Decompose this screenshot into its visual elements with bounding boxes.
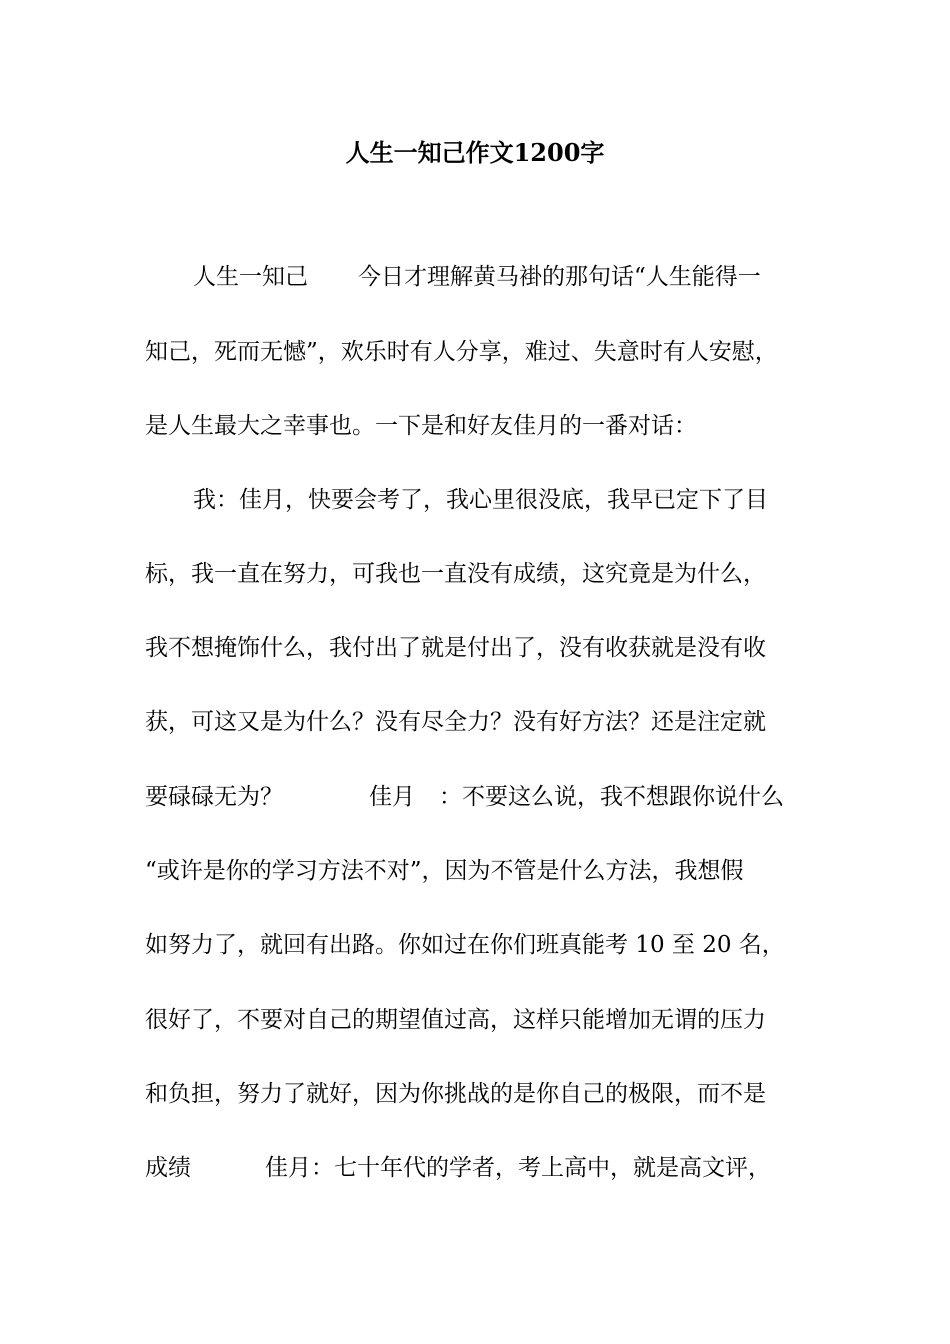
paragraph-line <box>145 628 825 668</box>
line-text: 如努力了，就回有出路。你如过在你们班真能考 10 至 20 名， <box>145 932 785 958</box>
paragraph-line <box>145 480 873 520</box>
paragraph-line <box>145 777 825 817</box>
line-text: “或许是你的学习方法不对”，因为不管是什么方法，我想假 <box>145 858 744 884</box>
document-title: 人生一知己作文1200字 <box>345 138 605 167</box>
paragraph-line <box>145 332 825 372</box>
paragraph-line <box>145 1000 825 1040</box>
paragraph-line <box>145 554 825 594</box>
line-text: 今日才理解黄马褂的那句话“人生能得一 <box>358 264 761 290</box>
paragraph-line <box>145 925 825 965</box>
line-text: 很好了，不要对自己的期望值过高，这样只能增加无谓的压力 <box>145 1007 766 1033</box>
line-text: 获，可这又是为什么？没有尽全力？没有好方法？还是注定就 <box>145 709 766 735</box>
line-text: 标，我一直在努力，可我也一直没有成绩，这究竟是为什么， <box>145 561 766 587</box>
line-text: 我不想掩饰什么，我付出了就是付出了，没有收获就是没有收 <box>145 635 766 661</box>
paragraph-line <box>145 851 825 891</box>
line-text: 是人生最大之幸事也。一下是和好友佳月的一番对话： <box>145 413 697 439</box>
line-text: ：不要这么说，我不想跟你说什么 <box>439 784 784 810</box>
paragraph-line <box>145 1074 825 1114</box>
line-text: 佳月 <box>369 784 415 810</box>
line-text: 要碌碌无为？ <box>145 784 283 810</box>
line-text: 佳月：七十年代的学者，考上高中，就是高文评， <box>265 1155 771 1181</box>
line-text: 我：佳月，快要会考了，我心里很没底，我早已定下了目 <box>193 487 768 513</box>
paragraph-line <box>145 406 825 446</box>
line-text: 和负担，努力了就好，因为你挑战的是你自己的极限，而不是 <box>145 1081 766 1107</box>
line-text: 人生一知己 <box>193 264 308 290</box>
paragraph-line <box>145 1148 825 1188</box>
paragraph-line <box>145 257 873 297</box>
line-text: 成绩 <box>145 1155 191 1181</box>
line-text: 知己，死而无憾”，欢乐时有人分享，难过、失意时有人安慰， <box>145 339 778 365</box>
paragraph-line <box>145 702 825 742</box>
